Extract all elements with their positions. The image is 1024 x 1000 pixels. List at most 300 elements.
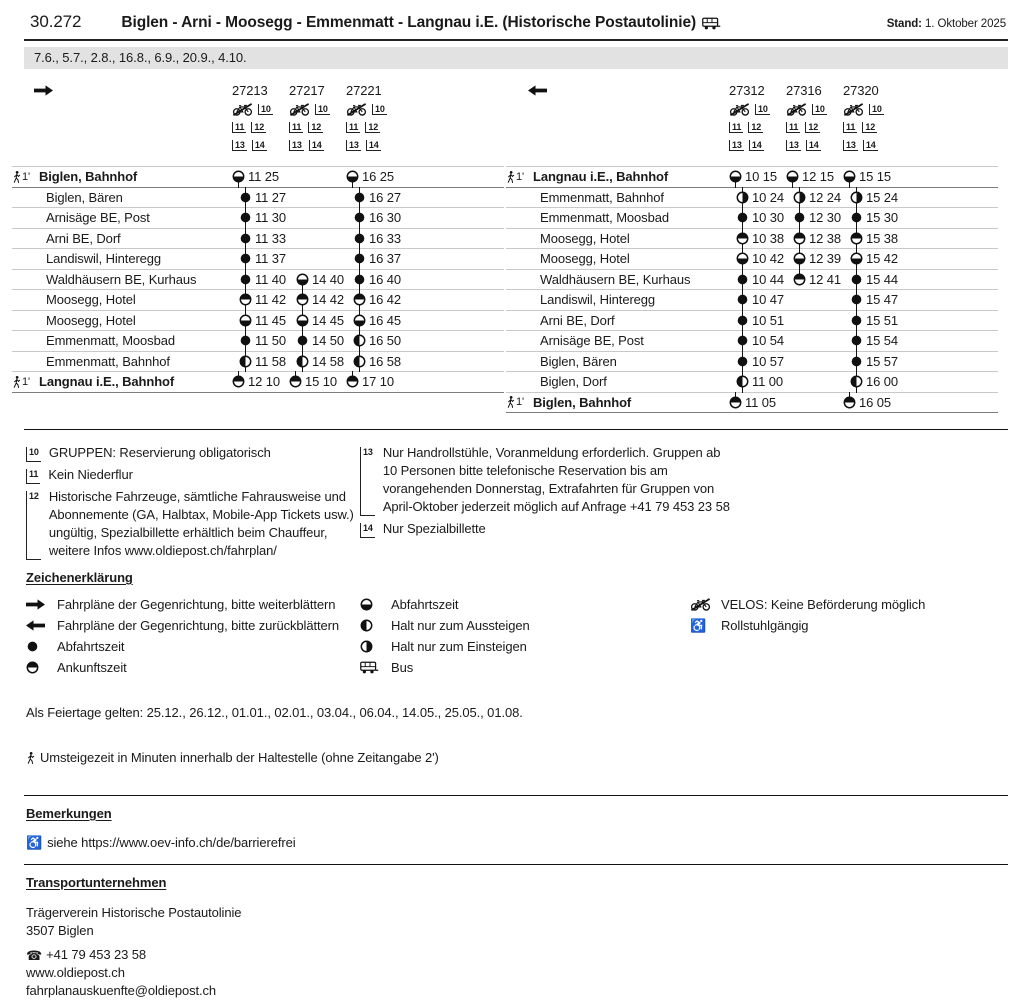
page-header [0,0,1024,32]
stop-icon [353,211,366,224]
train-column-header [843,83,900,156]
footnote-ref: 12 [251,122,266,133]
stop-icon [736,293,749,306]
legend-text: VELOS: Keine Beförderung möglich [721,597,926,612]
station-row [506,188,998,209]
time-value: 10 44 [752,271,785,287]
time-cell [736,249,793,269]
arrival-icon [729,396,742,409]
walker-icon [12,375,21,389]
barrier-free-link[interactable]: siehe https://www.oev-info.ch/de/barrierefrei [47,835,296,850]
time-value: 14 42 [312,292,345,308]
time-cell [786,393,843,413]
footnote-ref: 14 [366,140,381,151]
arrival-icon [793,273,806,286]
transfer-time-note: Umsteigezeit in Minuten innerhalb der Haltestelle (ohne Zeitangabe 2') [26,750,1008,765]
legend-column-1 [26,595,360,679]
time-cell [843,167,900,187]
remarks-title: Bemerkungen [26,806,112,821]
time-cell [353,188,410,208]
footnote-ref: 12 [862,122,877,133]
time-cell [843,393,900,413]
time-cell [793,352,850,372]
walker-icon [12,170,21,184]
time-value: 15 15 [859,169,892,185]
station-row [506,249,998,270]
footnote-text: Kein Niederflur [48,467,133,482]
time-value: 17 10 [362,374,395,390]
station-name: Landiswil, Hinteregg [46,251,162,267]
time-cell [850,331,907,351]
time-value: 10 57 [752,353,785,369]
stop-icon [239,191,252,204]
transfer-time: 1' [516,396,525,409]
time-value: 16 42 [369,292,402,308]
legend-item [360,595,690,614]
legend-text: Abfahrtszeit [391,597,459,612]
time-value: 16 05 [859,394,892,410]
timetable-return [506,83,998,413]
arrival-icon [850,232,863,245]
time-cell [353,249,410,269]
time-value: 14 50 [312,333,345,349]
stop-icon [736,314,749,327]
stop-icon [239,334,252,347]
footnote-ref: 11 [843,122,857,133]
station-name: Arnisäge BE, Post [46,210,150,226]
stop-icon [353,252,366,265]
time-value: 12 38 [809,230,842,246]
time-cell [239,352,296,372]
stop-icon [850,314,863,327]
time-value: 14 58 [312,353,345,369]
time-cell [793,372,850,392]
legend-text: Fahrpläne der Gegenrichtung, bitte weiterblättern [57,597,336,612]
footnotes-section [26,444,1008,564]
footnote [26,488,360,560]
time-cell [232,167,289,187]
footnote-ref: 14 [309,140,324,151]
time-cell [850,372,907,392]
station-row [506,372,998,393]
stop-icon [239,273,252,286]
station-name: Biglen, Bahnhof [533,394,632,410]
time-cell [850,290,907,310]
train-column-header [232,83,289,156]
time-value: 16 37 [369,251,402,267]
station-row [12,290,504,311]
station-row [12,188,504,209]
footnote-ref: 12 [748,122,763,133]
operator-title: Transportunternehmen [26,875,167,890]
time-cell [736,188,793,208]
time-value: 16 27 [369,189,402,205]
time-value: 11 40 [255,271,287,287]
exit-only-icon [296,355,309,368]
time-cell [239,208,296,228]
operator-name: Trägerverein Historische Postautolinie [26,905,242,920]
operator-website[interactable]: www.oldiepost.ch [26,965,125,980]
station-row [506,311,998,332]
footnote-text: Historische Fahrzeuge, sämtliche Fahrausweise und Abonnemente (GA, Halbtax, Mobile-App Tickets usw.) ungültig, Spezialbillette erhältlich beim Chauffeur, weitere Infos www.oldiepost.ch/fahrplan/ [48,489,354,558]
holidays-note: Als Feiertage gelten: 25.12., 26.12., 01.01., 02.01., 03.04., 06.04., 14.05., 25.05., 01.08. [26,705,523,720]
time-cell [850,311,907,331]
arrival-icon [353,293,366,306]
time-cell [239,290,296,310]
train-number: 27217 [289,83,325,98]
arrow-left-icon [528,85,547,96]
time-cell [239,311,296,331]
departure-icon [360,598,382,611]
arrival-icon [26,661,48,674]
time-cell [296,290,353,310]
station-name: Emmenmatt, Bahnhof [46,353,170,369]
station-row [506,331,998,352]
train-column-header [729,83,786,156]
stop-icon [850,293,863,306]
footnote-ref: 10 [258,104,273,115]
station-name: Arni BE, Dorf [540,312,615,328]
no-bikes-icon [786,103,807,116]
station-name: Biglen, Bären [540,353,617,369]
stop-icon [239,232,252,245]
time-cell [239,270,296,290]
footnote-text: GRUPPEN: Reservierung obligatorisch [48,445,271,460]
train-number: 27213 [232,83,268,98]
train-header-row [12,83,504,156]
stop-icon [850,211,863,224]
legend-item [26,637,360,656]
time-cell [850,249,907,269]
stop-icon [296,334,309,347]
time-cell [353,270,410,290]
time-cell [793,188,850,208]
stop-icon [239,211,252,224]
arrival-icon [736,232,749,245]
exit-only-icon [239,355,252,368]
legend-item [690,595,1024,614]
time-cell [296,249,353,269]
arrival-icon [843,396,856,409]
time-cell [793,290,850,310]
operator-email[interactable]: fahrplanauskuenfte@oldiepost.ch [26,983,217,998]
stand-date: Stand: 1. Oktober 2025 [886,18,1006,30]
station-name: Arnisäge BE, Post [540,333,644,349]
time-value: 11 25 [248,169,280,185]
operator-phone-row [26,946,1008,964]
departure-icon [729,170,742,183]
departure-icon [296,314,309,327]
time-value: 11 33 [255,230,287,246]
time-cell [353,208,410,228]
time-value: 15 42 [866,251,899,267]
stop-icon [736,211,749,224]
time-cell [786,167,843,187]
station-row [12,208,504,229]
time-value: 15 24 [866,189,899,205]
time-value: 12 39 [809,251,842,267]
operator-city: 3507 Biglen [26,923,94,938]
section-divider [24,864,1008,865]
stop-icon [736,355,749,368]
stop-icon [850,355,863,368]
time-cell [736,372,793,392]
station-name: Arni BE, Dorf [46,230,121,246]
footnote-ref: 13 [289,140,304,151]
time-value: 11 45 [255,312,287,328]
stop-icon [353,191,366,204]
station-name: Landiswil, Hinteregg [540,292,656,308]
time-value: 10 54 [752,333,785,349]
board-only-icon [736,191,749,204]
time-cell [239,249,296,269]
station-name: Moosegg, Hotel [540,230,630,246]
stop-icon [736,273,749,286]
time-cell [793,331,850,351]
no-bikes-icon [690,598,712,611]
footnote-ref: 13 [360,447,375,516]
footnote [26,466,360,484]
exit-only-icon [736,375,749,388]
footnote-ref: 12 [365,122,380,133]
station-name: Moosegg, Hotel [46,312,136,328]
footnote-text: Nur Handrollstühle, Voranmeldung erforderlich. Gruppen ab 10 Personen bitte telefonische Reservation bis am vorangehenden Donnerstag, Extrafahrten für Gruppen von April-Oktober jederzeit möglich auf Anfrage +41 79 453 23 58 [382,445,730,514]
departure-icon [239,314,252,327]
legend-text: Fahrpläne der Gegenrichtung, bitte zurückblättern [57,618,339,633]
time-value: 16 25 [362,169,395,185]
arrival-icon [793,232,806,245]
timetable-outbound [12,83,504,413]
arrival-icon [232,375,245,388]
no-bikes-icon [232,103,253,116]
time-value: 10 38 [752,230,785,246]
arrival-icon [296,293,309,306]
station-row [12,311,504,332]
time-value: 10 30 [752,210,785,226]
station-row [506,393,998,414]
time-value: 11 05 [745,394,777,410]
time-cell [232,372,289,392]
stop-icon [850,273,863,286]
station-name: Langnau i.E., Bahnhof [533,169,669,185]
wheelchair-icon: ♿ [690,618,707,633]
stop-icon [793,211,806,224]
arrival-icon [289,375,302,388]
time-value: 12 15 [802,169,835,185]
footnote-ref: 12 [26,491,41,560]
legend-text: Abfahrtszeit [57,639,125,654]
section-divider [24,795,1008,796]
remarks-item [26,835,1008,850]
footnote-ref: 12 [308,122,323,133]
train-column-header [289,83,346,156]
timetables [12,83,1024,413]
time-cell [296,270,353,290]
page-title: Biglen - Arni - Moosegg - Emmenmatt - Langnau i.E. (Historische Postautolinie) [121,14,721,32]
operating-dates-band: 7.6., 5.7., 2.8., 16.8., 6.9., 20.9., 4.10. [24,47,1008,69]
time-value: 15 30 [866,210,899,226]
station-name: Langnau i.E., Bahnhof [39,374,175,390]
time-cell [239,188,296,208]
footnote-ref: 11 [786,122,800,133]
time-cell [353,290,410,310]
train-column-header [346,83,403,156]
footnote-ref: 13 [786,140,801,151]
station-row [12,372,504,393]
time-cell [793,311,850,331]
departure-icon [346,170,359,183]
legend-item [360,616,690,635]
station-name: Waldhäusern BE, Kurhaus [540,271,691,287]
arrival-icon [346,375,359,388]
train-column-header [786,83,843,156]
station-row [506,208,998,229]
time-cell [296,229,353,249]
legend-item [690,616,1024,635]
legend-item [26,595,360,614]
exit-only-icon [850,375,863,388]
transfer-prefix [12,170,39,184]
time-cell [296,208,353,228]
legend-title: Zeichenerklärung [26,570,133,585]
footnote-ref: 13 [729,140,744,151]
time-value: 11 27 [255,189,287,205]
board-only-icon [793,191,806,204]
footnote-ref: 13 [232,140,247,151]
footnote [360,520,730,538]
time-cell [729,167,786,187]
time-value: 12 41 [809,271,842,287]
stop-icon [239,252,252,265]
time-value: 16 00 [866,374,899,390]
footnotes-left-column [26,444,360,564]
no-bikes-icon [729,103,750,116]
time-value: 11 00 [752,374,784,390]
footnote-ref: 14 [252,140,267,151]
time-value: 16 50 [369,333,402,349]
station-row [12,249,504,270]
station-row [506,229,998,250]
time-cell [736,331,793,351]
time-value: 15 47 [866,292,899,308]
time-value: 16 58 [369,353,402,369]
footnote-ref: 14 [806,140,821,151]
legend-item [360,637,690,656]
departure-icon [793,252,806,265]
station-row [506,270,998,291]
time-value: 12 10 [248,374,281,390]
time-value: 10 51 [752,312,785,328]
footnote-ref: 13 [346,140,361,151]
exit-only-icon [353,355,366,368]
arrow-right-icon [34,85,53,96]
station-row [12,167,504,188]
time-value: 11 58 [255,353,287,369]
time-cell [289,167,346,187]
footnote-text: Nur Spezialbillette [382,521,486,536]
no-bikes-icon [346,103,367,116]
time-value: 14 40 [312,271,345,287]
footnote-ref: 10 [315,104,330,115]
time-value: 15 10 [305,374,338,390]
station-rows [12,166,504,393]
operator-info [26,904,1008,1000]
legend-item [360,658,690,677]
time-value: 14 45 [312,312,345,328]
legend-text: Halt nur zum Aussteigen [391,618,530,633]
legend-section [26,595,1024,679]
time-cell [850,208,907,228]
legend-text: Halt nur zum Einsteigen [391,639,527,654]
section-divider [24,429,1008,430]
time-value: 16 45 [369,312,402,328]
time-cell [850,229,907,249]
time-value: 10 42 [752,251,785,267]
footnote-ref: 11 [232,122,246,133]
time-value: 11 50 [255,333,287,349]
legend-text: Bus [391,660,414,675]
footnote-ref: 14 [749,140,764,151]
time-value: 16 33 [369,230,402,246]
station-name: Biglen, Dorf [540,374,607,390]
footnote-ref: 11 [289,122,303,133]
station-name: Emmenmatt, Moosbad [540,210,669,226]
footnote-ref: 14 [360,523,375,538]
station-name: Emmenmatt, Bahnhof [540,189,664,205]
header-rule [24,39,1008,41]
time-cell [736,352,793,372]
station-row [12,331,504,352]
time-value: 15 38 [866,230,899,246]
bus-icon [702,17,721,30]
train-number: 27316 [786,83,822,98]
legend-column-2 [360,595,690,679]
station-row [506,167,998,188]
footnote-ref: 13 [843,140,858,151]
time-cell [239,229,296,249]
time-value: 11 37 [255,251,287,267]
train-number: 27320 [843,83,879,98]
walker-icon [26,751,35,765]
transfer-time: 1' [22,170,31,183]
station-name: Waldhäusern BE, Kurhaus [46,271,197,287]
departure-icon [736,252,749,265]
footnote-ref: 12 [805,122,820,133]
footnote-ref: 10 [755,104,770,115]
time-value: 12 24 [809,189,842,205]
legend-text: Ankunftszeit [57,660,127,675]
train-number: 27312 [729,83,765,98]
time-cell [296,311,353,331]
stop-icon [26,640,48,653]
time-cell [353,352,410,372]
bus-icon [360,661,382,674]
footnote [26,444,360,462]
time-cell [850,352,907,372]
stop-icon [353,273,366,286]
footnote-ref: 10 [372,104,387,115]
footnotes-right-column [360,444,730,564]
time-cell [346,372,403,392]
board-only-icon [850,191,863,204]
time-cell [736,290,793,310]
train-number: 27221 [346,83,382,98]
footnote-ref: 11 [26,469,40,484]
station-row [12,229,504,250]
time-cell [736,229,793,249]
station-row [12,352,504,373]
station-name: Biglen, Bahnhof [39,169,138,185]
